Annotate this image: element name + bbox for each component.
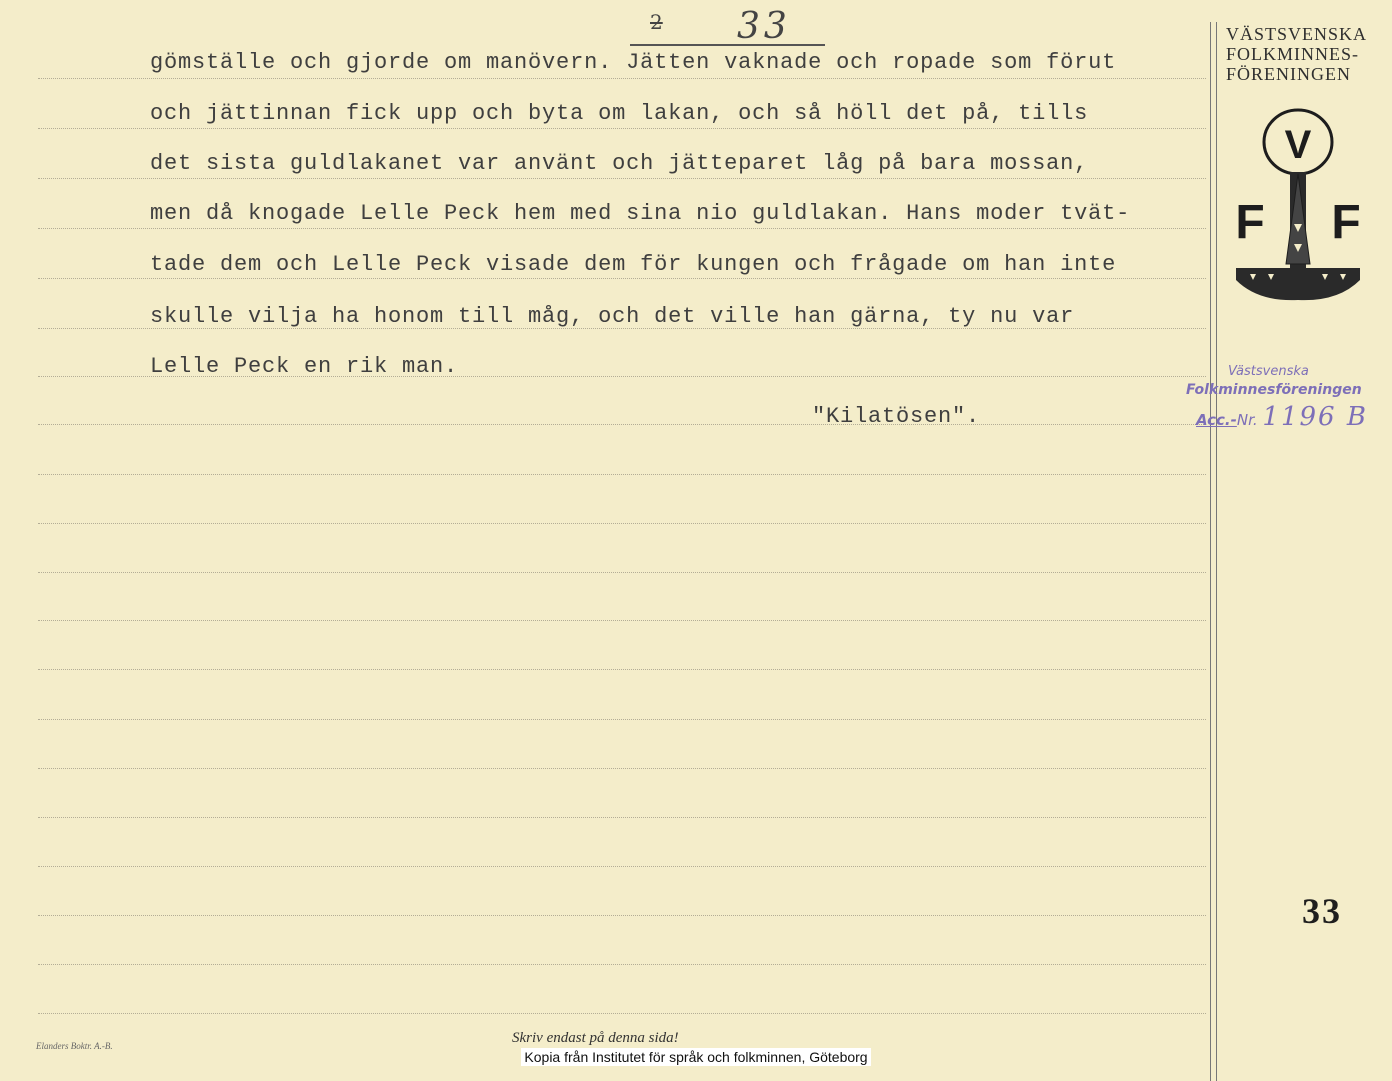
logo-letter-v: V bbox=[1284, 123, 1312, 167]
ruled-line bbox=[38, 768, 1206, 769]
copy-footer: Kopia från Institutet för språk och folkminnen, Göteborg bbox=[521, 1048, 870, 1066]
footer-bar bbox=[0, 1048, 1392, 1070]
org-line: FÖRENINGEN bbox=[1226, 64, 1351, 84]
org-line: FOLKMINNES- bbox=[1226, 44, 1360, 64]
ruled-line bbox=[38, 572, 1206, 573]
stamp-accession bbox=[1196, 402, 1386, 432]
signature: "Kilatösen". bbox=[812, 404, 981, 429]
ruled-line bbox=[38, 669, 1206, 670]
ruled-line bbox=[38, 620, 1206, 621]
logo-letter-left-f: F bbox=[1235, 196, 1265, 249]
body-line: men då knogade Lelle Peck hem med sina nio guldlakan. Hans moder tvät- bbox=[150, 201, 1131, 226]
ruled-line bbox=[38, 178, 1206, 179]
vff-logo-icon bbox=[1228, 104, 1368, 304]
struck-page-number: 2 bbox=[650, 10, 663, 34]
accession-stamp bbox=[1186, 364, 1386, 432]
margin-divider bbox=[1216, 22, 1217, 1081]
stamp-acc-label: Acc.- bbox=[1196, 411, 1237, 429]
handwritten-page-number: 33 bbox=[737, 6, 791, 47]
body-line: gömställe och gjorde om manövern. Jätten vaknade och ropade som förut bbox=[150, 50, 1117, 75]
ruled-line bbox=[38, 523, 1206, 524]
stamp-nr-label: Nr. bbox=[1236, 411, 1258, 429]
ruled-line bbox=[38, 228, 1206, 229]
ruled-line bbox=[38, 424, 1206, 425]
ruled-line bbox=[38, 915, 1206, 916]
margin-page-number: 33 bbox=[1302, 891, 1342, 931]
ruled-line bbox=[38, 817, 1206, 818]
ruled-line bbox=[38, 474, 1206, 475]
body-line: tade dem och Lelle Peck visade dem för kungen och frågade om han inte bbox=[150, 252, 1117, 277]
ruled-line bbox=[38, 1013, 1206, 1014]
stamp-line: Folkminnesföreningen bbox=[1186, 382, 1362, 398]
stamp-line: Västsvenska bbox=[1228, 364, 1309, 379]
org-line: VÄSTSVENSKA bbox=[1226, 24, 1368, 44]
logo-letter-right-f: F bbox=[1331, 196, 1361, 249]
printer-imprint: Elanders Boktr. A.-B. bbox=[36, 1041, 113, 1051]
organization-header bbox=[1226, 24, 1367, 84]
margin-divider bbox=[1210, 22, 1211, 1081]
ruled-line bbox=[38, 78, 1206, 79]
body-line: Lelle Peck en rik man. bbox=[150, 354, 459, 379]
ruled-line bbox=[38, 278, 1206, 279]
page-number-underline bbox=[630, 44, 825, 46]
ruled-line bbox=[38, 866, 1206, 867]
body-line: skulle vilja ha honom till måg, och det ville han gärna, ty nu var bbox=[150, 304, 1075, 329]
body-line: det sista guldlakanet var använt och jätteparet låg på bara mossan, bbox=[150, 151, 1089, 176]
body-line: och jättinnan fick upp och byta om lakan, och så höll det på, tills bbox=[150, 101, 1089, 126]
ruled-line bbox=[38, 719, 1206, 720]
ruled-line bbox=[38, 964, 1206, 965]
stamp-accession-number: 1196 B bbox=[1262, 402, 1368, 432]
ruled-line bbox=[38, 128, 1206, 129]
instruction-text: Skriv endast på denna sida! bbox=[512, 1030, 679, 1046]
